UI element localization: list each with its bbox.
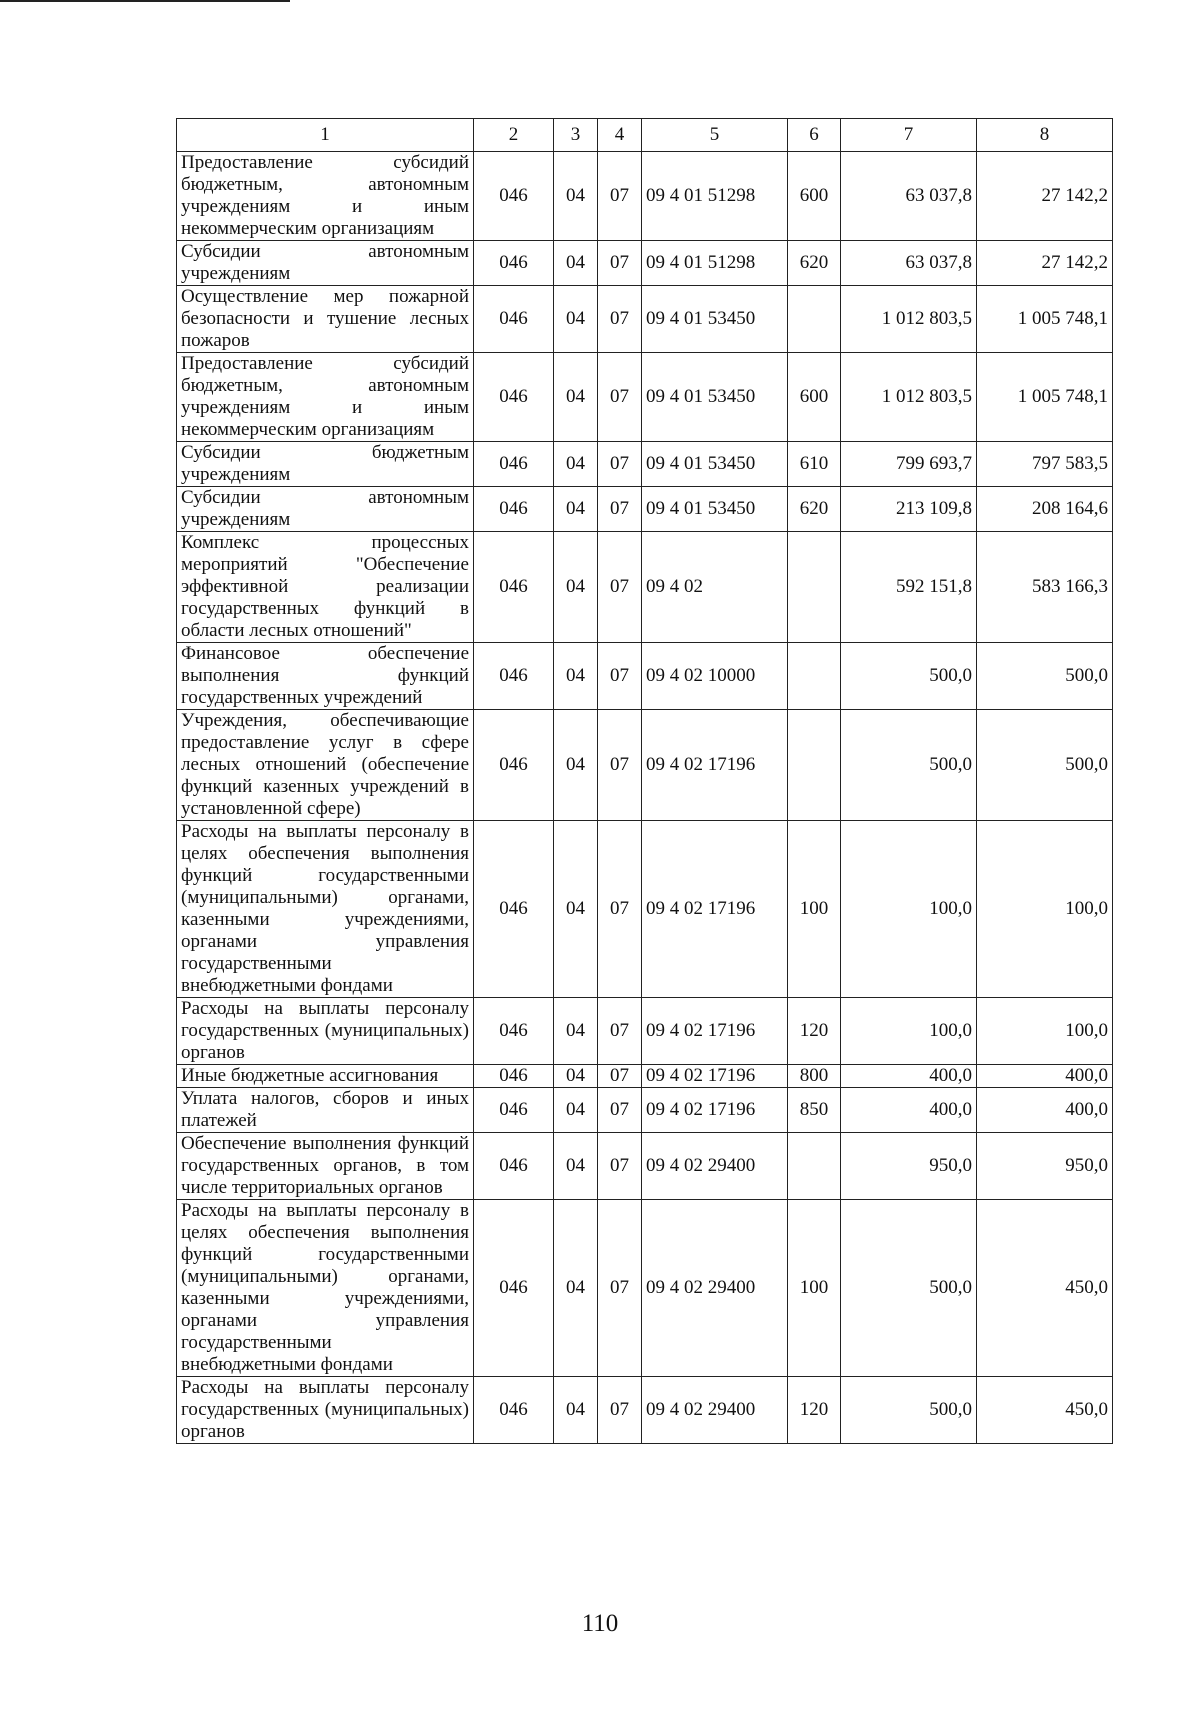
expense-type-cell <box>788 1133 841 1200</box>
ministry-code-cell: 046 <box>474 353 554 442</box>
amount-col8-cell: 100,0 <box>977 821 1113 998</box>
table-row <box>177 1065 1113 1088</box>
ministry-code-cell: 046 <box>474 1133 554 1200</box>
ministry-code-cell: 046 <box>474 532 554 643</box>
section-cell: 04 <box>554 241 598 286</box>
subsection-cell: 07 <box>598 532 642 643</box>
amount-col8-cell: 400,0 <box>977 1065 1113 1088</box>
ministry-code-cell: 046 <box>474 152 554 241</box>
target-article-cell: 09 4 02 17196 <box>642 710 788 821</box>
expense-type-cell: 610 <box>788 442 841 487</box>
amount-col7-cell: 799 693,7 <box>841 442 977 487</box>
target-article-cell: 09 4 01 53450 <box>642 353 788 442</box>
header-row <box>177 119 1113 152</box>
column-header-1: 1 <box>177 119 474 152</box>
target-article-cell: 09 4 01 53450 <box>642 442 788 487</box>
amount-col8-cell: 500,0 <box>977 643 1113 710</box>
section-cell: 04 <box>554 1065 598 1088</box>
section-cell: 04 <box>554 1200 598 1377</box>
subsection-cell: 07 <box>598 1200 642 1377</box>
subsection-cell: 07 <box>598 998 642 1065</box>
column-header-8: 8 <box>977 119 1113 152</box>
expense-type-cell: 600 <box>788 353 841 442</box>
amount-col7-cell: 592 151,8 <box>841 532 977 643</box>
amount-col8-cell: 950,0 <box>977 1133 1113 1200</box>
amount-col7-cell: 1 012 803,5 <box>841 353 977 442</box>
table-row <box>177 821 1113 998</box>
expense-type-cell: 100 <box>788 1200 841 1377</box>
amount-col7-cell: 213 109,8 <box>841 487 977 532</box>
expense-name-cell: Финансовое обеспечение выполнения функций государственных учреждений <box>177 643 474 710</box>
target-article-cell: 09 4 01 51298 <box>642 152 788 241</box>
amount-col8-cell: 500,0 <box>977 710 1113 821</box>
target-article-cell: 09 4 02 29400 <box>642 1377 788 1444</box>
amount-col7-cell: 400,0 <box>841 1088 977 1133</box>
table-row <box>177 487 1113 532</box>
ministry-code-cell: 046 <box>474 1200 554 1377</box>
ministry-code-cell: 046 <box>474 643 554 710</box>
target-article-cell: 09 4 02 29400 <box>642 1200 788 1377</box>
section-cell: 04 <box>554 353 598 442</box>
amount-col8-cell: 583 166,3 <box>977 532 1113 643</box>
table-row <box>177 241 1113 286</box>
amount-col8-cell: 450,0 <box>977 1377 1113 1444</box>
ministry-code-cell: 046 <box>474 487 554 532</box>
amount-col7-cell: 500,0 <box>841 643 977 710</box>
expense-name-cell: Расходы на выплаты персоналу в целях обеспечения выполнения функций государственными (муниципальными) органами, казенными учреждениями, органами управления государственными внебюджетными фондами <box>177 1200 474 1377</box>
subsection-cell: 07 <box>598 710 642 821</box>
subsection-cell: 07 <box>598 286 642 353</box>
amount-col8-cell: 450,0 <box>977 1200 1113 1377</box>
amount-col7-cell: 500,0 <box>841 1200 977 1377</box>
ministry-code-cell: 046 <box>474 821 554 998</box>
expense-type-cell: 120 <box>788 998 841 1065</box>
ministry-code-cell: 046 <box>474 442 554 487</box>
expense-name-cell: Расходы на выплаты персоналу государственных (муниципальных) органов <box>177 1377 474 1444</box>
expense-name-cell: Расходы на выплаты персоналу в целях обеспечения выполнения функций государственными (муниципальными) органами, казенными учреждениями, органами управления государственными внебюджетными фондами <box>177 821 474 998</box>
expense-type-cell: 620 <box>788 241 841 286</box>
expense-name-cell: Учреждения, обеспечивающие предоставление услуг в сфере лесных отношений (обеспечение функций казенных учреждений в установленной сфере) <box>177 710 474 821</box>
target-article-cell: 09 4 02 17196 <box>642 1065 788 1088</box>
expense-type-cell <box>788 286 841 353</box>
amount-col8-cell: 400,0 <box>977 1088 1113 1133</box>
table-row <box>177 353 1113 442</box>
amount-col8-cell: 1 005 748,1 <box>977 286 1113 353</box>
column-header-2: 2 <box>474 119 554 152</box>
subsection-cell: 07 <box>598 1377 642 1444</box>
section-cell: 04 <box>554 821 598 998</box>
column-header-5: 5 <box>642 119 788 152</box>
expense-name-cell: Обеспечение выполнения функций государственных органов, в том числе территориальных органов <box>177 1133 474 1200</box>
target-article-cell: 09 4 02 17196 <box>642 1088 788 1133</box>
expense-name-cell: Уплата налогов, сборов и иных платежей <box>177 1088 474 1133</box>
expense-type-cell: 120 <box>788 1377 841 1444</box>
table-row <box>177 442 1113 487</box>
amount-col7-cell: 400,0 <box>841 1065 977 1088</box>
expense-name-cell: Субсидии автономным учреждениям <box>177 487 474 532</box>
subsection-cell: 07 <box>598 821 642 998</box>
expense-type-cell <box>788 710 841 821</box>
amount-col7-cell: 100,0 <box>841 821 977 998</box>
expense-type-cell: 800 <box>788 1065 841 1088</box>
subsection-cell: 07 <box>598 241 642 286</box>
section-cell: 04 <box>554 532 598 643</box>
section-cell: 04 <box>554 487 598 532</box>
amount-col7-cell: 1 012 803,5 <box>841 286 977 353</box>
expense-type-cell <box>788 643 841 710</box>
expense-name-cell: Субсидии бюджетным учреждениям <box>177 442 474 487</box>
table-row <box>177 998 1113 1065</box>
expense-type-cell: 600 <box>788 152 841 241</box>
target-article-cell: 09 4 02 29400 <box>642 1133 788 1200</box>
section-cell: 04 <box>554 1088 598 1133</box>
table-row <box>177 1200 1113 1377</box>
ministry-code-cell: 046 <box>474 1065 554 1088</box>
expense-name-cell: Расходы на выплаты персоналу государственных (муниципальных) органов <box>177 998 474 1065</box>
column-header-6: 6 <box>788 119 841 152</box>
section-cell: 04 <box>554 1133 598 1200</box>
ministry-code-cell: 046 <box>474 710 554 821</box>
table-row <box>177 1133 1113 1200</box>
expense-type-cell <box>788 532 841 643</box>
amount-col7-cell: 500,0 <box>841 1377 977 1444</box>
section-cell: 04 <box>554 152 598 241</box>
subsection-cell: 07 <box>598 152 642 241</box>
expense-name-cell: Предоставление субсидий бюджетным, автономным учреждениям и иным некоммерческим организациям <box>177 353 474 442</box>
subsection-cell: 07 <box>598 442 642 487</box>
top-edge-line <box>0 0 290 2</box>
section-cell: 04 <box>554 286 598 353</box>
section-cell: 04 <box>554 998 598 1065</box>
page-number: 110 <box>581 1610 619 1637</box>
subsection-cell: 07 <box>598 1133 642 1200</box>
table-row <box>177 1088 1113 1133</box>
table-row <box>177 152 1113 241</box>
amount-col8-cell: 797 583,5 <box>977 442 1113 487</box>
subsection-cell: 07 <box>598 487 642 532</box>
expense-name-cell: Иные бюджетные ассигнования <box>177 1065 474 1088</box>
subsection-cell: 07 <box>598 353 642 442</box>
expense-type-cell: 100 <box>788 821 841 998</box>
table-row <box>177 710 1113 821</box>
target-article-cell: 09 4 02 17196 <box>642 998 788 1065</box>
expense-type-cell: 850 <box>788 1088 841 1133</box>
table-row <box>177 1377 1113 1444</box>
amount-col8-cell: 27 142,2 <box>977 152 1113 241</box>
table-row <box>177 643 1113 710</box>
target-article-cell: 09 4 02 10000 <box>642 643 788 710</box>
expense-name-cell: Осуществление мер пожарной безопасности и тушение лесных пожаров <box>177 286 474 353</box>
section-cell: 04 <box>554 1377 598 1444</box>
target-article-cell: 09 4 01 51298 <box>642 241 788 286</box>
amount-col8-cell: 100,0 <box>977 998 1113 1065</box>
section-cell: 04 <box>554 710 598 821</box>
target-article-cell: 09 4 01 53450 <box>642 286 788 353</box>
table-row <box>177 286 1113 353</box>
amount-col8-cell: 27 142,2 <box>977 241 1113 286</box>
table-body <box>177 152 1113 1444</box>
ministry-code-cell: 046 <box>474 998 554 1065</box>
subsection-cell: 07 <box>598 1088 642 1133</box>
amount-col8-cell: 1 005 748,1 <box>977 353 1113 442</box>
section-cell: 04 <box>554 643 598 710</box>
column-header-4: 4 <box>598 119 642 152</box>
section-cell: 04 <box>554 442 598 487</box>
amount-col8-cell: 208 164,6 <box>977 487 1113 532</box>
subsection-cell: 07 <box>598 1065 642 1088</box>
amount-col7-cell: 950,0 <box>841 1133 977 1200</box>
budget-table <box>176 118 1113 1444</box>
target-article-cell: 09 4 01 53450 <box>642 487 788 532</box>
ministry-code-cell: 046 <box>474 1377 554 1444</box>
table-row <box>177 532 1113 643</box>
amount-col7-cell: 500,0 <box>841 710 977 821</box>
expense-name-cell: Комплекс процессных мероприятий "Обеспечение эффективной реализации государственных функций в области лесных отношений" <box>177 532 474 643</box>
expense-name-cell: Субсидии автономным учреждениям <box>177 241 474 286</box>
amount-col7-cell: 100,0 <box>841 998 977 1065</box>
column-header-3: 3 <box>554 119 598 152</box>
column-header-7: 7 <box>841 119 977 152</box>
amount-col7-cell: 63 037,8 <box>841 152 977 241</box>
ministry-code-cell: 046 <box>474 286 554 353</box>
expense-type-cell: 620 <box>788 487 841 532</box>
ministry-code-cell: 046 <box>474 241 554 286</box>
amount-col7-cell: 63 037,8 <box>841 241 977 286</box>
ministry-code-cell: 046 <box>474 1088 554 1133</box>
target-article-cell: 09 4 02 17196 <box>642 821 788 998</box>
target-article-cell: 09 4 02 <box>642 532 788 643</box>
expense-name-cell: Предоставление субсидий бюджетным, автономным учреждениям и иным некоммерческим организациям <box>177 152 474 241</box>
subsection-cell: 07 <box>598 643 642 710</box>
